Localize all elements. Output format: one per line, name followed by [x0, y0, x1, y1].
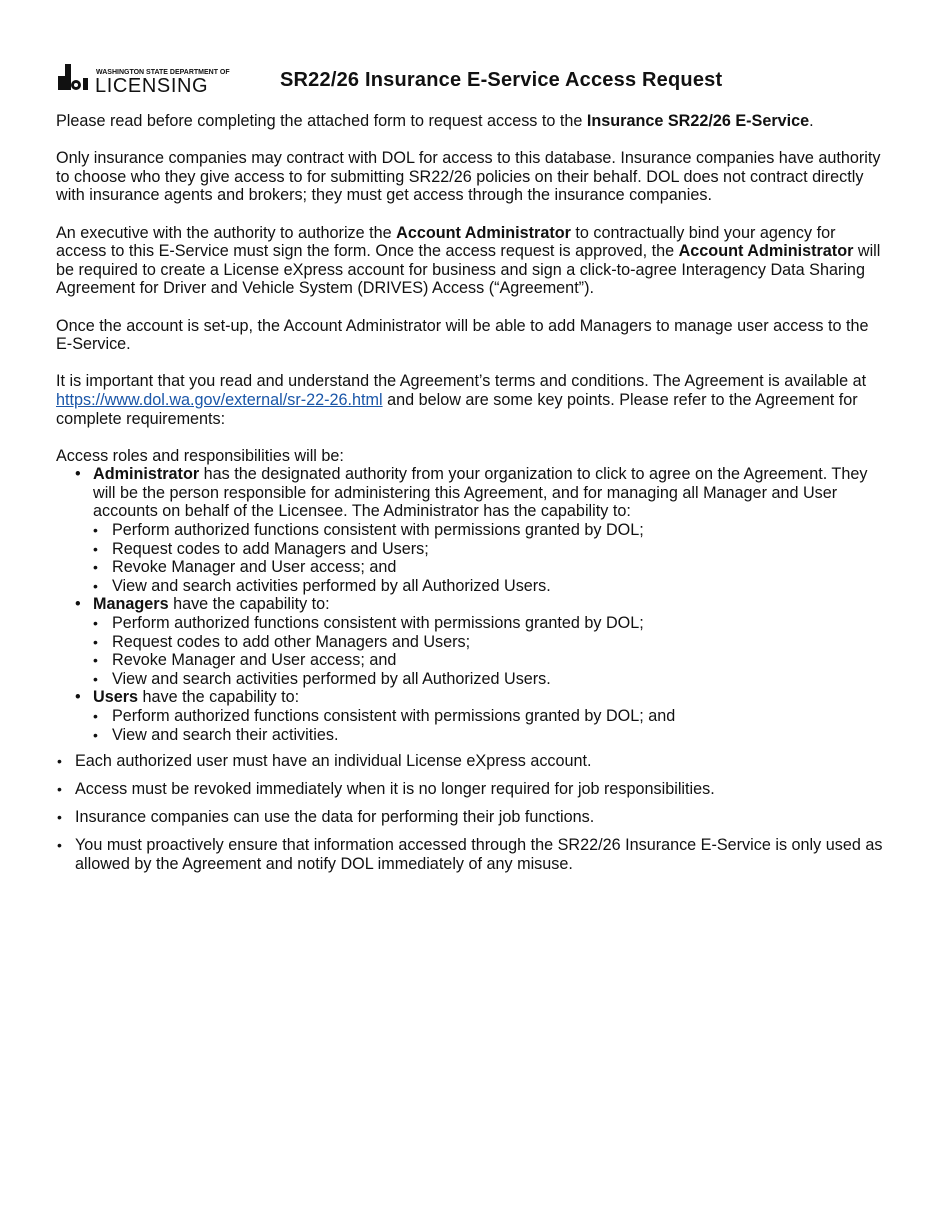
list-item: • Perform authorized functions consistent with permissions granted by DOL; [93, 521, 888, 540]
list-item: • Perform authorized functions consistent with permissions granted by DOL; [93, 614, 888, 633]
intro-service-name: Insurance SR22/26 E-Service [586, 112, 810, 130]
logo-top-text: WASHINGTON STATE DEPARTMENT OF [96, 69, 230, 76]
role-name: Managers [93, 595, 169, 614]
agreement-text-b: and below are some key points. Please refer to the Agreement for complete requirements: [56, 390, 858, 428]
role-name: Users [93, 688, 138, 707]
intro-lead: Please read before completing the attached form to request access to the [56, 112, 587, 130]
agreement-link[interactable]: https://www.dol.wa.gov/external/sr-22-26.html [56, 390, 383, 409]
setup-paragraph: Once the account is set-up, the Account Administrator will be able to add Managers to manage user access to the E-Service. [56, 316, 869, 354]
admin-capabilities [93, 521, 888, 595]
exec-role-2: Account Administrator [678, 242, 854, 261]
logo-main-text: LICENSING [95, 75, 209, 94]
role-users [56, 688, 888, 744]
list-item: • View and search activities performed by all Authorized Users. [93, 577, 888, 596]
list-item: • Perform authorized functions consistent with permissions granted by DOL; and [93, 707, 888, 726]
role-administrator [56, 465, 888, 595]
intro-paragraph [56, 112, 888, 131]
list-item: • Revoke Manager and User access; and [93, 558, 888, 577]
agreement-paragraph [56, 372, 888, 428]
role-desc: have the capability to: [168, 595, 330, 614]
key-points-list [56, 752, 888, 873]
intro-end: . [809, 112, 814, 130]
list-item: • Request codes to add Managers and Users; [93, 540, 888, 559]
insurers-paragraph: Only insurance companies may contract with DOL for access to this database. Insurance companies have authority to choose who they give access to for submitting SR22/26 policies on their behalf. DOL does not contract directly with insurance agents and brokers; they must get access through the insurance companies. [56, 149, 881, 205]
exec-text-a: An executive with the authority to authorize the [56, 223, 397, 242]
exec-role-1: Account Administrator [396, 223, 571, 242]
list-item: • Request codes to add other Managers and Users; [93, 633, 888, 652]
list-item: • View and search activities performed by all Authorized Users. [93, 670, 888, 689]
role-desc: has the designated authority from your organization to click to agree on the Agreement. They will be the person responsible for administering this Agreement, and for managing all Manager and User accounts on behalf of the Licensee. The Administrator has the capability to: [93, 465, 868, 521]
list-item: • Revoke Manager and User access; and [93, 651, 888, 670]
roles-intro: Access roles and responsibilities will be: [56, 446, 344, 465]
role-desc: have the capability to: [138, 688, 300, 707]
exec-text-e: will be required to create a License eXpress account for business and sign a click-to-agree Interagency Data Sharing Agreement for Driver and Vehicle System (DRIVES) Access (“Agreement”). [56, 242, 881, 298]
user-capabilities [93, 707, 888, 744]
list-item: • Each authorized user must have an individual License eXpress account. [56, 752, 888, 771]
exec-text-c: to contractually bind your agency for access to this E-Service must sign the form. Once the access request is approved, the [56, 223, 836, 261]
role-name: Administrator [93, 465, 200, 484]
document-header [56, 60, 888, 96]
page-title: SR22/26 Insurance E-Service Access Request [280, 69, 723, 91]
list-item: • Insurance companies can use the data for performing their job functions. [56, 808, 888, 827]
role-managers [56, 595, 888, 688]
manager-capabilities [93, 614, 888, 688]
list-item: • Access must be revoked immediately when it is no longer required for job responsibilities. [56, 780, 888, 799]
dol-logo [56, 62, 231, 94]
list-item: • You must proactively ensure that information accessed through the SR22/26 Insurance E-Service is only used as allowed by the Agreement and notify DOL immediately of any misuse. [56, 836, 888, 873]
agreement-text-a: It is important that you read and understand the Agreement’s terms and conditions. The Agreement is available at [56, 372, 867, 391]
dol-logo-icon [56, 62, 231, 94]
executive-paragraph [56, 224, 888, 298]
list-item: • View and search their activities. [93, 726, 888, 745]
document-page [56, 60, 888, 883]
roles-list [56, 465, 888, 744]
